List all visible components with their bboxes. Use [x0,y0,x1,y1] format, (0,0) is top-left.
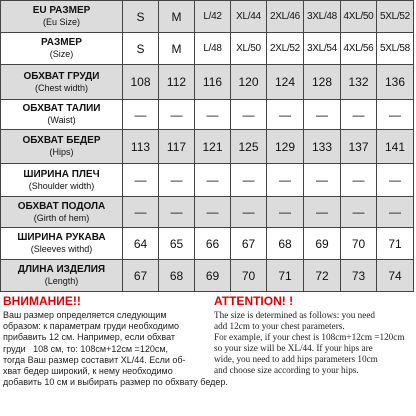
table-cell: 113 [123,130,159,164]
table-row [1,197,414,228]
table-cell: — [231,100,267,130]
table-cell: 68 [159,260,195,292]
table-row [1,1,414,33]
row-sublabel: (Length) [44,276,79,286]
row-header [1,100,123,130]
table-cell: 69 [195,260,231,292]
table-cell: 5XL/52 [377,1,414,33]
table-cell: — [123,164,159,197]
row-header [1,130,123,164]
table-cell: 66 [195,228,231,260]
table-cell: 112 [159,65,195,100]
table-row [1,260,414,292]
row-header [1,1,123,33]
row-sublabel: (Waist) [47,115,76,125]
table-cell: — [267,164,304,197]
row-sublabel: (Shoulder width) [28,180,95,191]
table-cell: 71 [267,260,304,292]
table-cell: 68 [267,228,304,260]
table-cell: 117 [159,130,195,164]
row-header [1,197,123,228]
row-label: ОБХВАТ ГРУДИ [23,70,100,82]
table-cell: 128 [304,65,341,100]
table-cell: M [159,1,195,33]
table-cell: — [304,197,341,228]
table-cell: 3XL/54 [304,33,341,65]
table-cell: 4XL/50 [341,1,377,33]
table-cell: 67 [123,260,159,292]
table-cell: — [377,100,414,130]
table-cell: 4XL/56 [341,33,377,65]
table-cell: 121 [195,130,231,164]
table-cell: — [267,100,304,130]
table-cell: L/48 [195,33,231,65]
row-sublabel: (Size) [49,49,74,59]
table-cell: 71 [377,228,414,260]
table-cell: — [341,100,377,130]
row-sublabel: (Eu Size) [42,17,80,27]
table-cell: 2XL/46 [267,1,304,33]
russian-note-body: Ваш размер определяется следующим образом: к параметрам груди необходимо прибавить 12 см. Например, если обхват груди 108 см, то: 108см+12см =120см, тогда Ваш размер составит XL/44. Если об- хват бедер широкий, к нему необходимо добавить 10 см и выбирать размер по обхвату бедер. [3,310,228,388]
table-row [1,130,414,164]
row-label: ШИРИНА РУКАВА [17,232,106,243]
table-cell: — [304,164,341,197]
row-sublabel: (Hips) [49,147,74,157]
table-row [1,100,414,130]
table-cell: 120 [231,65,267,100]
table-cell: 129 [267,130,304,164]
table-cell: 141 [377,130,414,164]
table-cell: — [341,197,377,228]
table-cell: — [195,197,231,228]
table-cell: — [195,164,231,197]
table-cell: 3XL/48 [304,1,341,33]
table-cell: — [231,197,267,228]
table-cell: 132 [341,65,377,100]
row-header [1,33,123,65]
russian-note-title: ВНИМАНИЕ!! [3,294,81,308]
table-cell: 124 [267,65,304,100]
row-header [1,228,123,260]
table-cell: — [123,100,159,130]
table-cell: 65 [159,228,195,260]
table-cell: — [377,197,414,228]
table-cell: 136 [377,65,414,100]
table-row [1,65,414,100]
table-row [1,33,414,65]
table-cell: 108 [123,65,159,100]
table-cell: — [123,197,159,228]
table-cell: 74 [377,260,414,292]
row-label: ОБХВАТ ПОДОЛА [17,200,106,212]
table-cell: — [159,164,195,197]
row-header [1,164,123,197]
table-cell: 67 [231,228,267,260]
table-cell: 70 [231,260,267,292]
table-cell: — [267,197,304,228]
table-cell: 5XL/58 [377,33,414,65]
row-header [1,260,123,292]
table-cell: 69 [304,228,341,260]
table-cell: 125 [231,130,267,164]
row-sublabel: (Sleeves withd) [30,244,93,254]
table-cell: — [159,197,195,228]
table-cell: 133 [304,130,341,164]
table-cell: 70 [341,228,377,260]
table-cell: — [159,100,195,130]
english-note-body: The size is determined as follows: you need add 12cm to your chest parameters. For example, if your chest is 108cm+12cm =120cm so your size will be XL/44. If your hips are wide, you need to add hips parameters 10cm and choose size according to your hips. [214,310,405,375]
table-cell: — [377,164,414,197]
row-label: EU РАЗМЕР [32,5,91,16]
table-cell: 137 [341,130,377,164]
english-note [214,292,414,416]
row-sublabel: (Girth of hem) [33,212,90,223]
english-note-title: ATTENTION! ! [214,294,294,308]
table-row [1,228,414,260]
row-header [1,65,123,100]
row-label: ДЛИНА ИЗДЕЛИЯ [17,264,106,275]
table-cell: 116 [195,65,231,100]
table-cell: 64 [123,228,159,260]
row-label: ОБХВАТ БЕДЕР [22,135,101,146]
row-label: ОБХВАТ ТАЛИИ [22,103,101,114]
row-label: ШИРИНА ПЛЕЧ [23,168,100,180]
table-cell: — [341,164,377,197]
table-cell: XL/50 [231,33,267,65]
table-cell: L/42 [195,1,231,33]
table-cell: XL/44 [231,1,267,33]
table-cell: — [195,100,231,130]
table-cell: 2XL/52 [267,33,304,65]
table-cell: S [123,1,159,33]
table-row [1,164,414,197]
table-cell: 73 [341,260,377,292]
row-label: РАЗМЕР [41,37,82,48]
table-cell: — [304,100,341,130]
row-sublabel: (Chest width) [34,82,88,93]
russian-note [3,292,228,416]
table-cell: 72 [304,260,341,292]
table-cell: S [123,33,159,65]
table-cell: M [159,33,195,65]
table-cell: — [231,164,267,197]
